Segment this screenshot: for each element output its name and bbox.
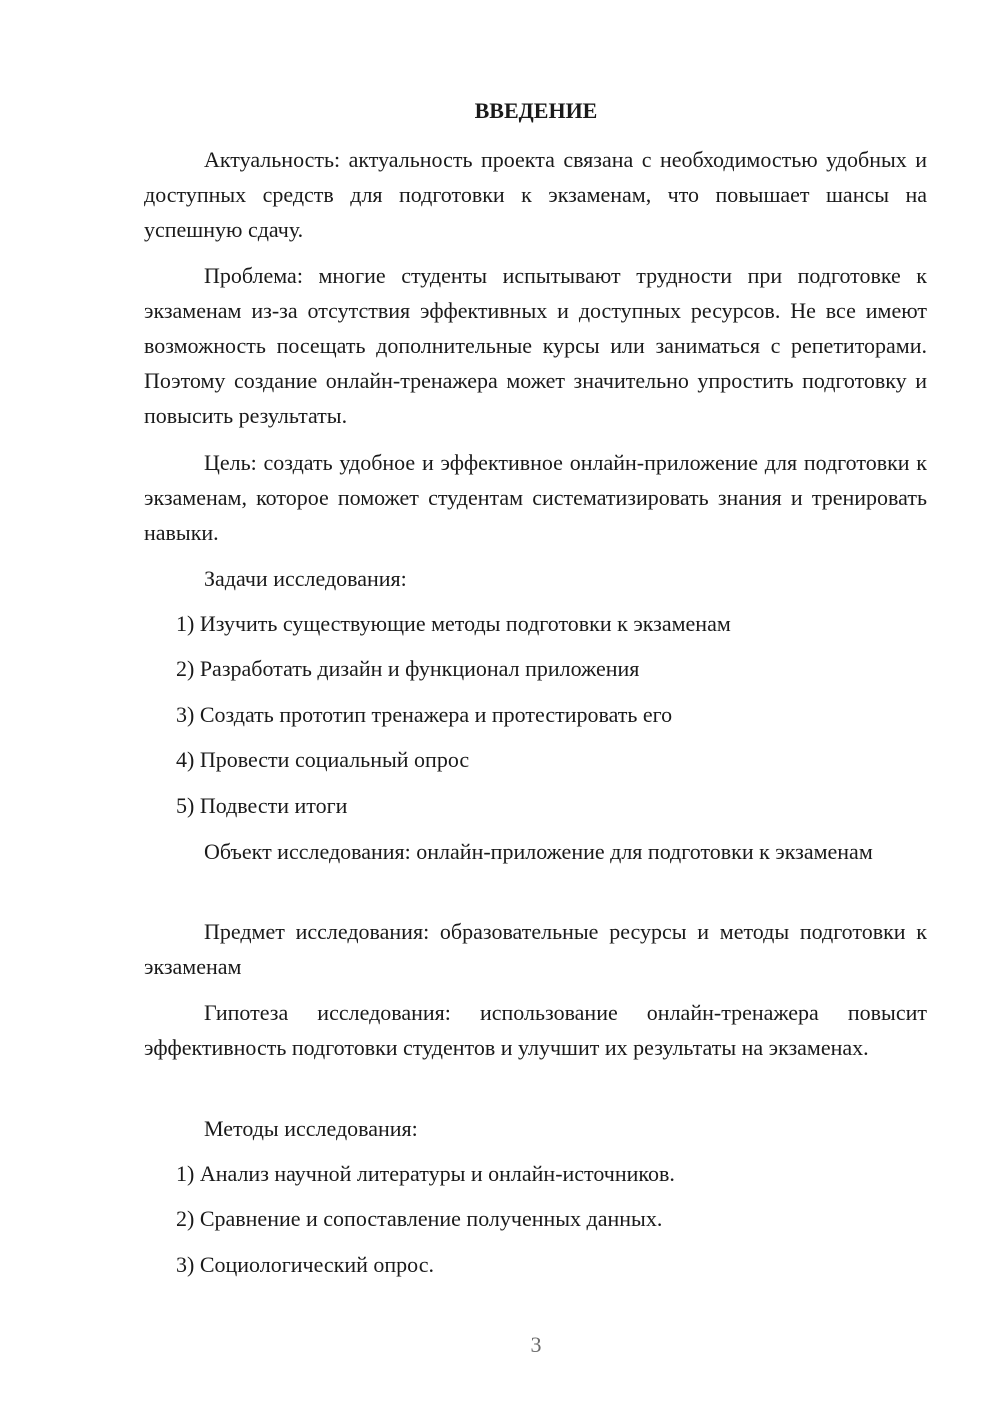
task-item-5: 5) Подвести итоги (176, 793, 348, 818)
task-item-4: 4) Провести социальный опрос (176, 747, 470, 772)
hypothesis-paragraph: Гипотеза исследования: использование онлайн-тренажера повысит эффективность подготовки студентов и улучшит их результаты на экзаменах. (144, 1000, 927, 1060)
task-item-1: 1) Изучить существующие методы подготовки к экзаменам (176, 611, 731, 636)
method-item-2: 2) Сравнение и сопоставление полученных данных. (176, 1206, 663, 1231)
object-paragraph: Объект исследования: онлайн-приложение для подготовки к экзаменам (204, 839, 873, 864)
task-item-2: 2) Разработать дизайн и функционал приложения (176, 656, 640, 681)
relevance-paragraph: Актуальность: актуальность проекта связана с необходимостью удобных и доступных средств для подготовки к экзаменам, что повышает шансы на успешную сдачу. (144, 147, 927, 242)
goal-paragraph: Цель: создать удобное и эффективное онлайн-приложение для подготовки к экзаменам, которое поможет студентам систематизировать знания и тренировать навыки. (144, 450, 927, 545)
subject-paragraph: Предмет исследования: образовательные ресурсы и методы подготовки к экзаменам (144, 919, 927, 979)
method-item-1: 1) Анализ научной литературы и онлайн-источников. (176, 1161, 675, 1186)
method-item-3: 3) Социологический опрос. (176, 1252, 434, 1277)
methods-heading: Методы исследования: (204, 1116, 418, 1141)
problem-paragraph: Проблема: многие студенты испытывают трудности при подготовке к экзаменам из-за отсутствия эффективных и доступных ресурсов. Не все имеют возможность посещать дополнительные курсы или заниматься с репетиторами. Поэтому создание онлайн-тренажера может значительно упростить подготовку и повысить результаты. (144, 263, 927, 428)
page-number: 3 (530, 1332, 542, 1357)
page-title: ВВЕДЕНИЕ (474, 98, 598, 123)
tasks-heading: Задачи исследования: (204, 566, 407, 591)
task-item-3: 3) Создать прототип тренажера и протестировать его (176, 702, 673, 727)
